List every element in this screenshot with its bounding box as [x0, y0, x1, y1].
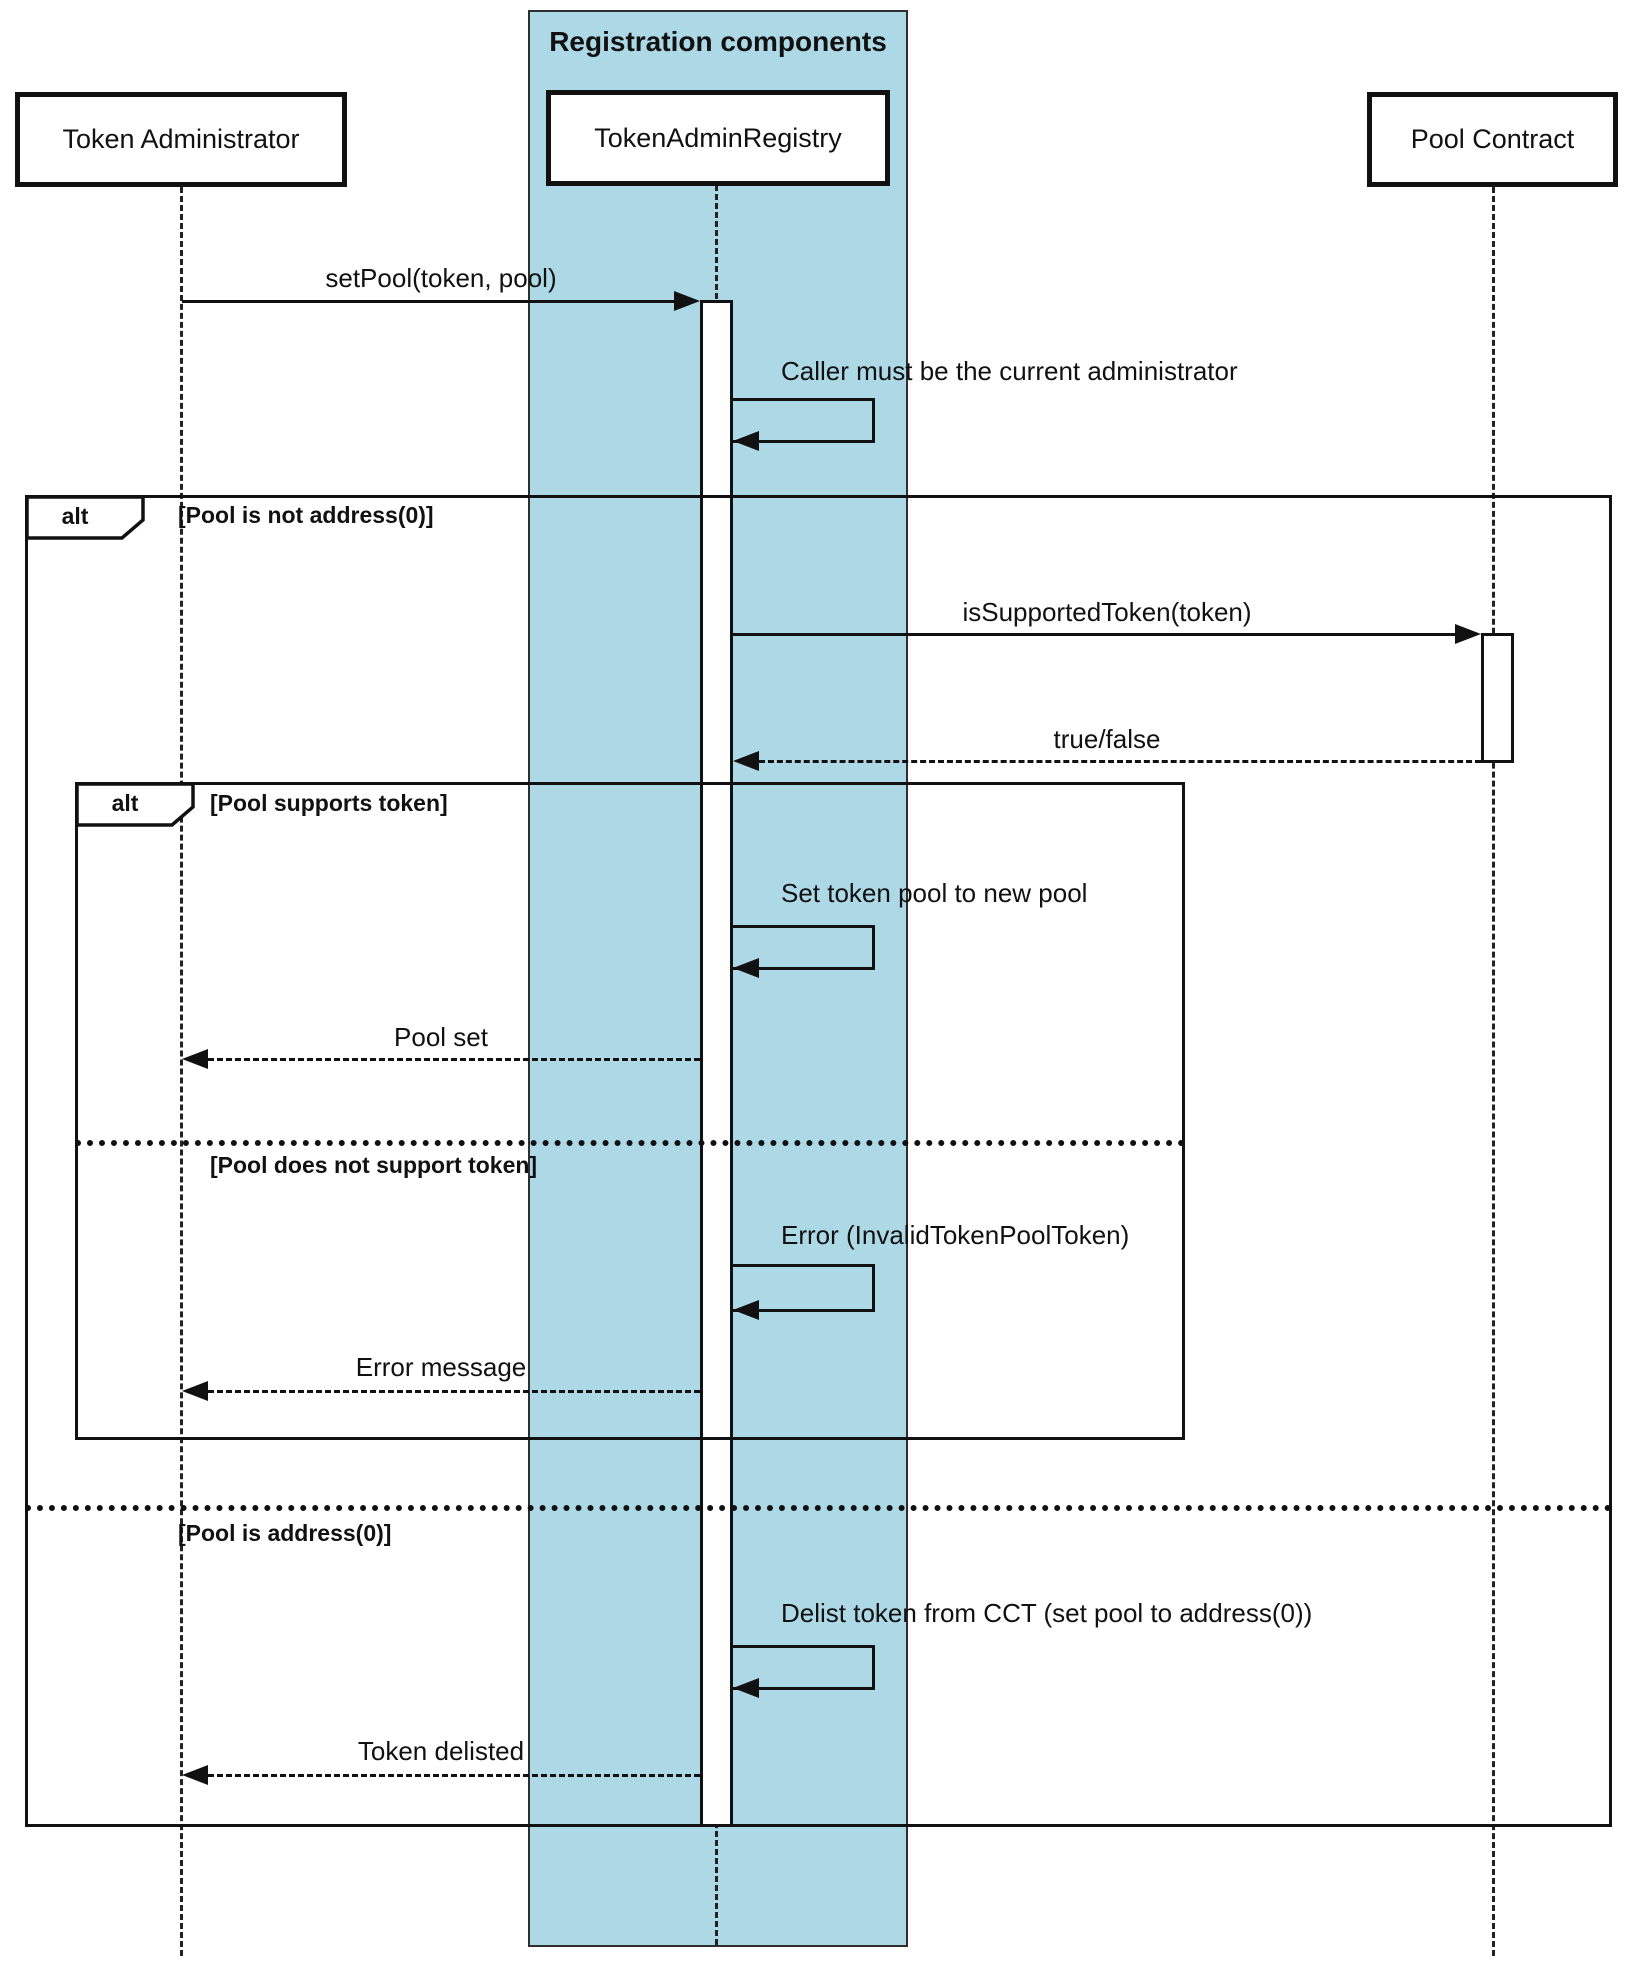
message-true-false-label: true/false: [1053, 724, 1161, 754]
participant-token-administrator: [15, 92, 347, 187]
participant-token-admin-registry-label: TokenAdminRegistry: [594, 122, 842, 153]
message-is-supported-token-arrowhead-icon: [1455, 624, 1481, 644]
message-setpool-label: setPool(token, pool): [325, 263, 557, 293]
participant-pool-contract: [1367, 92, 1618, 187]
message-token-delisted-arrowhead-icon: [182, 1765, 208, 1785]
message-token-delisted-line: [208, 1774, 700, 1777]
alt-frame-outer-condition: [Pool is not address(0)]: [178, 502, 434, 528]
message-error-invalid-arrowhead-icon: [733, 1300, 759, 1320]
message-true-false-arrowhead-icon: [733, 751, 759, 771]
message-error-message-arrowhead-icon: [182, 1381, 208, 1401]
message-set-token-pool-label: Set token pool to new pool: [781, 878, 1088, 908]
message-is-supported-token-label: isSupportedToken(token): [962, 597, 1252, 627]
message-token-delisted-label: Token delisted: [357, 1736, 525, 1766]
message-pool-set-label: Pool set: [394, 1022, 488, 1052]
alt-frame-outer-divider: [25, 1505, 1612, 1511]
participant-token-admin-registry: [546, 90, 890, 186]
message-setpool-line: [182, 300, 674, 303]
message-delist-token-arrowhead-icon: [733, 1678, 759, 1698]
message-error-message-label: Error message: [355, 1352, 527, 1382]
message-error-message-line: [208, 1390, 700, 1393]
message-true-false-line: [759, 760, 1481, 763]
participant-token-administrator-label: Token Administrator: [62, 124, 300, 154]
alt-frame-inner-else-condition: [Pool does not support token]: [210, 1152, 538, 1178]
band-title: Registration components: [549, 26, 887, 57]
message-pool-set-line: [208, 1058, 700, 1061]
message-set-token-pool-arrowhead-icon: [733, 958, 759, 978]
alt-frame-outer-else-condition: [Pool is address(0)]: [178, 1520, 392, 1546]
message-is-supported-token-line: [733, 633, 1455, 636]
participant-pool-contract-label: Pool Contract: [1410, 124, 1575, 154]
alt-frame-outer-operator: alt: [61, 503, 89, 529]
message-setpool-arrowhead-icon: [674, 291, 700, 311]
message-error-invalid-label: Error (InvalidTokenPoolToken): [781, 1220, 1130, 1250]
alt-frame-inner-operator: alt: [111, 790, 139, 816]
alt-frame-inner-condition: [Pool supports token]: [210, 790, 448, 816]
message-pool-set-arrowhead-icon: [182, 1049, 208, 1069]
alt-frame-inner-divider: [75, 1140, 1185, 1146]
message-delist-token-label: Delist token from CCT (set pool to address(0)): [781, 1598, 1313, 1628]
message-caller-check-label: Caller must be the current administrator: [781, 356, 1238, 386]
message-caller-check-arrowhead-icon: [733, 431, 759, 451]
